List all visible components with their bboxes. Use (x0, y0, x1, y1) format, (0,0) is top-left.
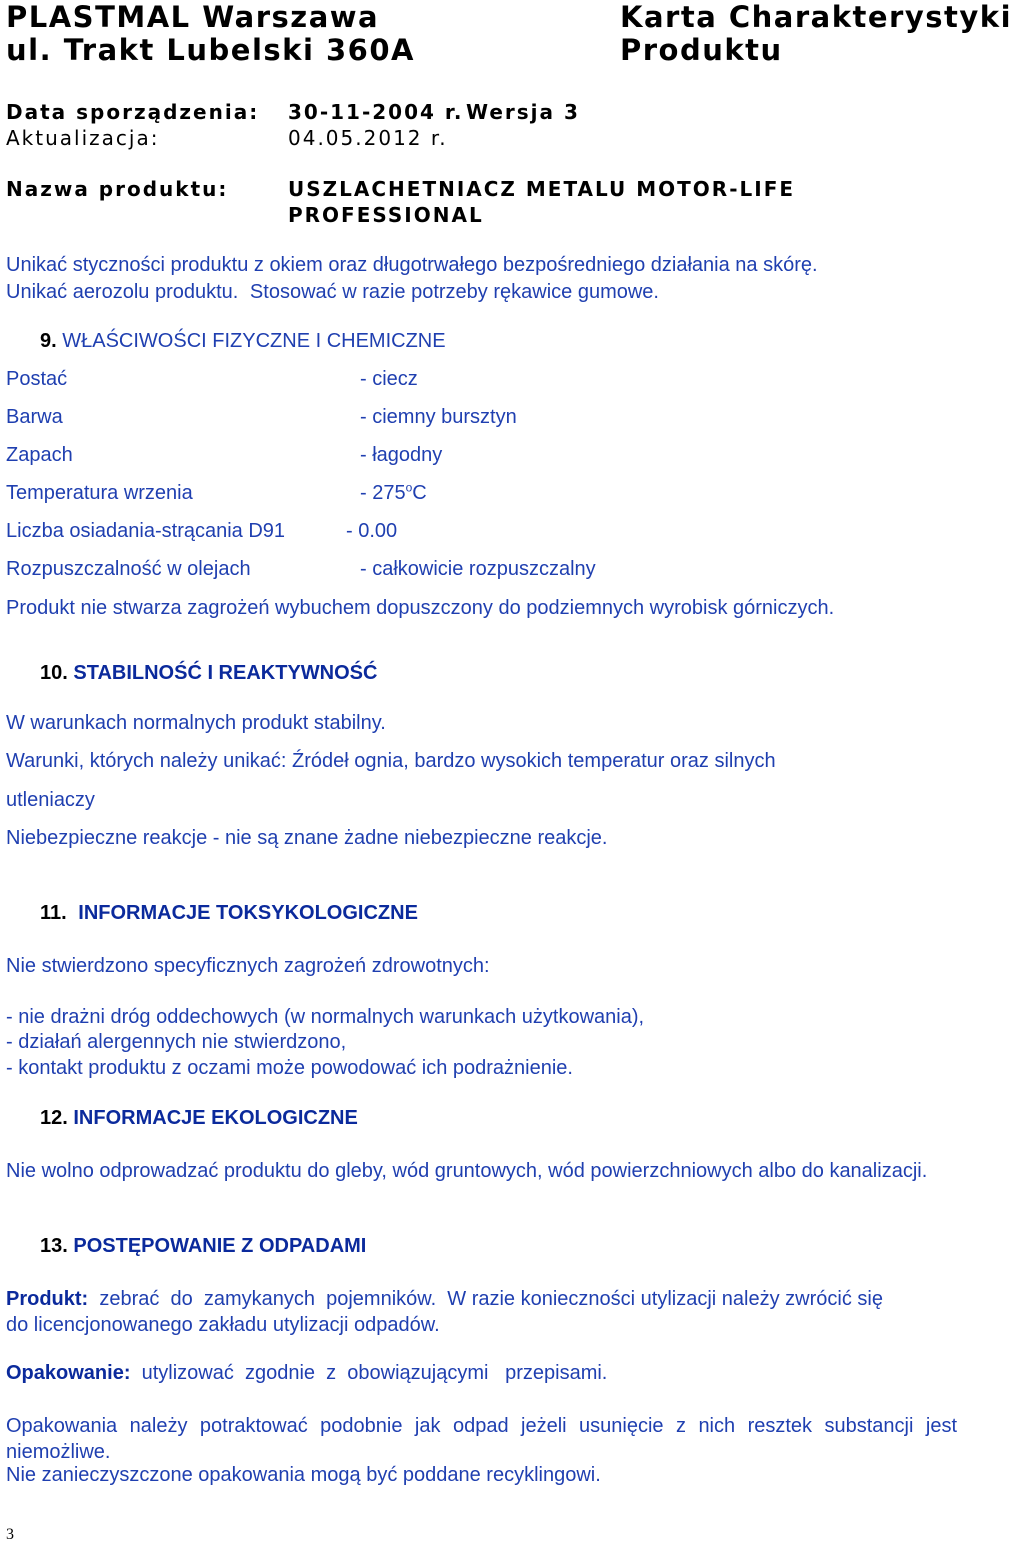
section-13-title: POSTĘPOWANIE Z ODPADAMI (73, 1235, 367, 1257)
property-label-zapach: Zapach (6, 444, 73, 466)
section-13-packaging (6, 1362, 607, 1385)
temperature-value: - 275 (360, 482, 406, 504)
intro-line-1: Unikać styczności produktu z okiem oraz długotrwałego bezpośredniego działania na skórę. (6, 254, 818, 276)
tox-item-2: - działań alergennych nie stwierdzono, (6, 1031, 347, 1053)
section-11-number: 11. (40, 902, 67, 924)
property-label-temperatura: Temperatura wrzenia (6, 482, 193, 504)
date-value: 30-11-2004 r. (288, 100, 464, 124)
section-10-reactions: Niebezpieczne reakcje - nie są znane żadne niebezpieczne reakcje. (6, 827, 608, 849)
property-value-postac: - ciecz (360, 368, 418, 390)
company-name: PLASTMAL Warszawa (6, 0, 380, 34)
property-value-barwa: - ciemny bursztyn (360, 406, 517, 428)
packaging-disposal-text: utylizować zgodnie z obowiązującymi przepisami. (130, 1362, 608, 1384)
section-13-product (6, 1286, 906, 1338)
section-12-heading (40, 1107, 358, 1130)
section-9-title: WŁAŚCIWOŚCI FIZYCZNE I CHEMICZNE (62, 330, 446, 352)
page-number: 3 (6, 1526, 14, 1543)
property-label-liczba: Liczba osiadania-strącania D91 (6, 520, 286, 542)
document-title-line2: Produktu (620, 33, 783, 67)
section-10-title: STABILNOŚĆ I REAKTYWNOŚĆ (73, 662, 378, 684)
section-11-title: INFORMACJE TOKSYKOLOGICZNE (78, 902, 418, 924)
section-10-number: 10. (40, 662, 68, 684)
section-11-intro: Nie stwierdzono specyficznych zagrożeń zdrowotnych: (6, 955, 490, 977)
section-12-text: Nie wolno odprowadzać produktu do gleby, wód gruntowych, wód powierzchniowych albo do kanalizacji. (6, 1160, 928, 1182)
celsius-unit: C (412, 482, 427, 504)
tox-item-1: - nie drażni dróg oddechowych (w normalnych warunkach użytkowania), (6, 1006, 645, 1028)
section-11-heading (40, 902, 418, 925)
tox-item-3: - kontakt produktu z oczami może powodować ich podrażnienie. (6, 1057, 573, 1079)
section-10-conditions-line-1: Warunki, których należy unikać: Źródeł ognia, bardzo wysokich temperatur oraz silnych (6, 750, 776, 772)
update-label: Aktualizacja: (6, 126, 160, 150)
property-value-zapach: - łagodny (360, 444, 443, 466)
section-10-heading (40, 662, 377, 685)
section-13-packaging-treatment: Opakowania należy potraktować podobnie jak odpad jeżeli usunięcie z nich resztek substancji jest niemożliwe. (6, 1415, 957, 1463)
product-label: Nazwa produktu: (6, 177, 229, 201)
degree-sign: o (405, 480, 413, 495)
packaging-label-bold: Opakowanie: (6, 1362, 131, 1384)
intro-aerosol: Unikać aerozolu produktu. (6, 281, 239, 303)
company-address: ul. Trakt Lubelski 360A (6, 33, 415, 67)
section-12-number: 12. (40, 1107, 68, 1129)
section-9-note: Produkt nie stwarza zagrożeń wybuchem dopuszczony do podziemnych wyrobisk górniczych. (6, 597, 835, 619)
intro-line-2 (6, 281, 659, 304)
property-label-postac: Postać (6, 368, 68, 390)
section-13-recycling: Nie zanieczyszczone opakowania mogą być poddane recyklingowi. (6, 1464, 601, 1486)
section-9-number: 9. (40, 330, 57, 352)
document-title: Karta Charakterystyki (620, 0, 1012, 34)
property-label-rozpuszczalnosc: Rozpuszczalność w olejach (6, 558, 251, 580)
section-12-title: INFORMACJE EKOLOGICZNE (73, 1107, 358, 1129)
product-disposal-text: zebrać do zamykanych pojemników. W razie konieczności utylizacji należy zwrócić się do licencjonowanego zakładu utylizacji odpadów. (6, 1288, 889, 1336)
section-13-heading (40, 1235, 366, 1258)
property-value-rozpuszczalnosc: - całkowicie rozpuszczalny (360, 558, 596, 580)
intro-gloves: Stosować w razie potrzeby rękawice gumowe. (249, 281, 659, 303)
version-label: Wersja 3 (466, 100, 580, 124)
property-label-barwa: Barwa (6, 406, 63, 428)
property-value-liczba: - 0.00 (346, 520, 398, 542)
update-value: 04.05.2012 r. (288, 126, 448, 150)
section-13-number: 13. (40, 1235, 68, 1257)
section-9-heading (40, 330, 446, 353)
property-value-temperatura (360, 482, 427, 505)
section-10-conditions-line-2: utleniaczy (6, 789, 95, 811)
product-name-line2: PROFESSIONAL (288, 203, 484, 227)
product-label-bold: Produkt: (6, 1288, 89, 1310)
product-name: USZLACHETNIACZ METALU MOTOR-LIFE (288, 177, 796, 201)
section-10-stability: W warunkach normalnych produkt stabilny. (6, 712, 386, 734)
date-label: Data sporządzenia: (6, 100, 260, 124)
